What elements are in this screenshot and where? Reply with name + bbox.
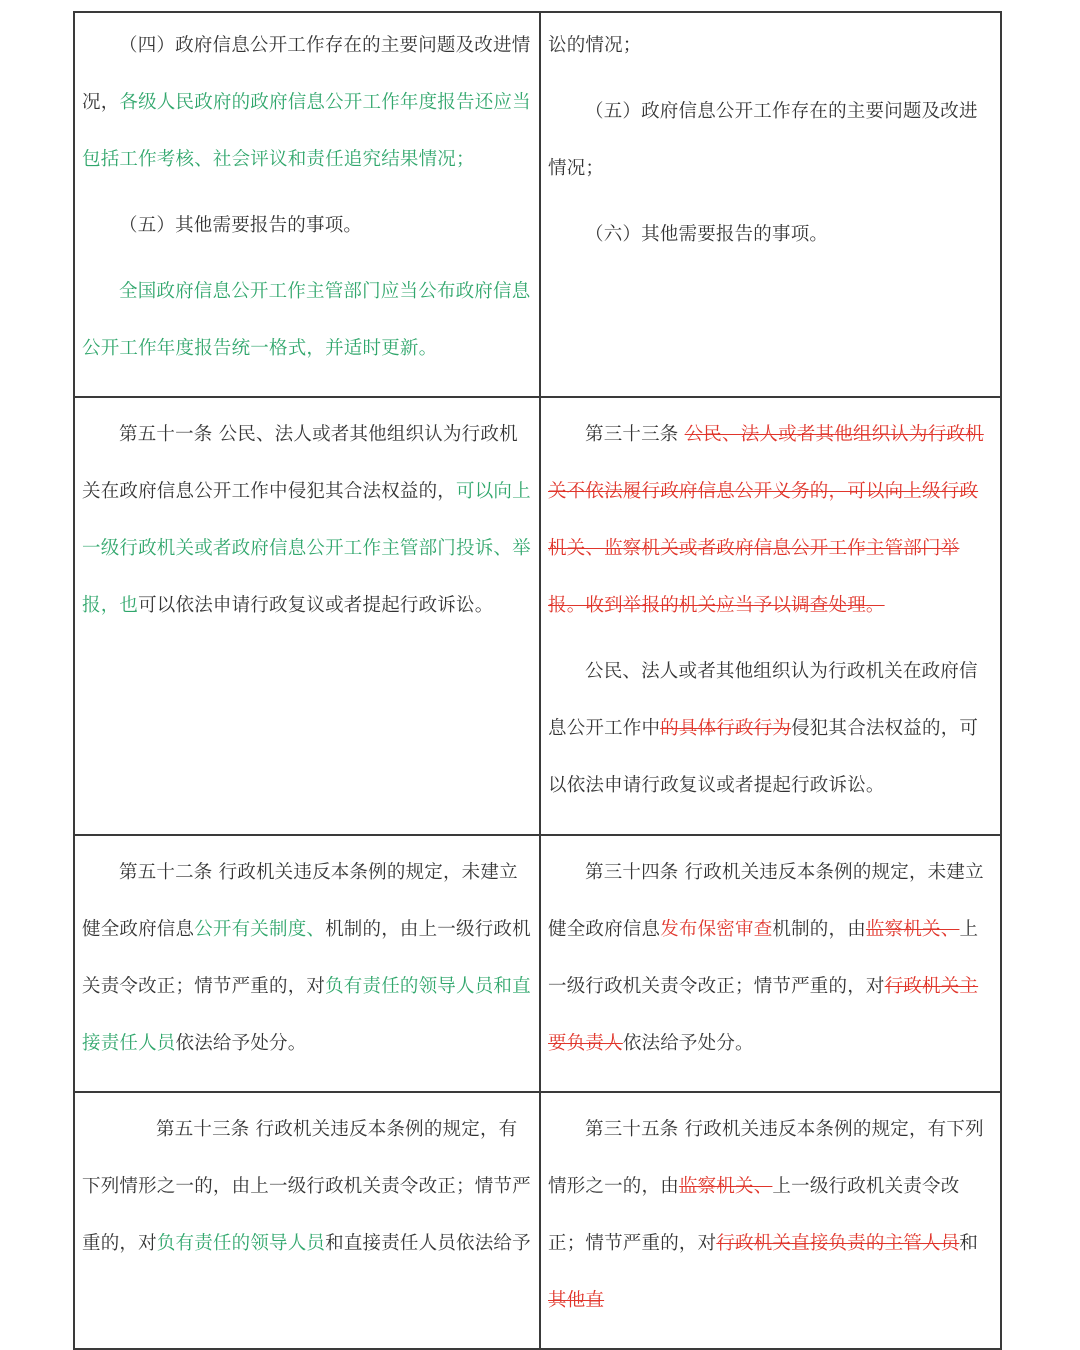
paragraph [548,406,996,634]
text-segment: 和 [959,1233,979,1254]
deleted-text: 监察机关、 [678,1176,773,1197]
paragraph [82,406,535,634]
text-segment: 依法给予处分。 [175,1033,307,1054]
deleted-text: 公民、法人或者其他组织认为行政机关不依法履行政府信息公开义务的，可以向上级行政机关、监察机关或者政府信息公开工作主管部门举报。收到举报的机关应当予以调查处理。 [548,424,984,616]
paragraph [548,206,996,263]
text-segment: 第五十二条 行政机关违反本条例的规定，未建立健全政府信息 [82,862,518,940]
text-segment: 依法给予处分。 [622,1033,754,1054]
text-segment: 第三十三条 [585,424,685,445]
table-row [74,397,1001,835]
paragraph [548,643,996,814]
text-segment: 第五十一条 公民、法人或者其他组织认为行政机关在政府信息公开工作中侵犯其合法权益的， [82,424,518,502]
text-segment: 上一级行政机关责令改正；情节严重的，对 [548,919,979,997]
paragraph [82,1101,535,1272]
old-regulation-cell [540,12,1001,397]
deleted-text: 行政机关直接负责的主管人员 [716,1233,960,1254]
text-segment: （四）政府信息公开工作存在的主要问题及改进情况， [82,35,531,113]
paragraph [82,263,535,377]
table-row [74,12,1001,397]
text-segment: 可以依法申请行政复议或者提起行政诉讼。 [138,595,494,616]
text-segment: 机制的，由上一级行政机关责令改正；情节严重的，对 [82,919,531,997]
new-regulation-cell [74,12,540,397]
comparison-table-body [74,12,1001,1349]
changed-text: 发布保密审查 [660,919,773,940]
table-row [74,835,1001,1092]
text-segment: 第三十四条 行政机关违反本条例的规定，未建立健全政府信息 [548,862,984,940]
table-row [74,1092,1001,1349]
text-segment: 公民、法人或者其他组织认为行政机关在政府信息公开工作中 [548,661,978,739]
deleted-text: 行政机关主要负责人 [548,976,979,1054]
old-regulation-cell [540,835,1001,1092]
deleted-text: 监察机关、 [865,919,960,940]
added-text: 各级人民政府的政府信息公开工作年度报告还应当包括工作考核、社会评议和责任追究结果情况； [82,92,531,170]
old-regulation-cell [540,1092,1001,1349]
deleted-text: 其他直 [548,1290,605,1311]
text-segment: 机制的，由 [772,919,866,940]
paragraph [82,17,535,188]
paragraph [82,197,535,254]
paragraph [548,83,996,197]
added-text: 公开有关制度、 [194,919,326,940]
new-regulation-cell [74,397,540,835]
text-segment: 侵犯其合法权益的，可以依法申请行政复议或者提起行政诉讼。 [548,718,979,796]
text-segment: 第五十三条 行政机关违反本条例的规定，有下列情形之一的，由上一级行政机关责令改正；情节严重的，对 [82,1119,531,1254]
added-text: 负有责任的领导人员 [156,1233,326,1254]
text-segment: 上一级行政机关责令改正；情节严重的，对 [548,1176,960,1254]
text-segment: 讼的情况； [548,35,642,56]
paragraph [548,17,996,74]
paragraph [548,1101,996,1329]
old-regulation-cell [540,397,1001,835]
new-regulation-cell [74,835,540,1092]
text-segment: （六）其他需要报告的事项。 [585,224,829,245]
text-segment: （五）其他需要报告的事项。 [119,215,363,236]
paragraph [548,844,996,1072]
paragraph [82,844,535,1072]
text-segment: 和直接责任人员依法给予 [325,1233,531,1254]
text-segment: 第三十五条 行政机关违反本条例的规定，有下列情形之一的，由 [548,1119,984,1197]
regulation-comparison-table [73,11,1002,1350]
added-text: 负有责任的领导人员和直接责任人员 [82,976,531,1054]
added-text: 全国政府信息公开工作主管部门应当公布政府信息公开工作年度报告统一格式，并适时更新。 [82,281,531,359]
text-segment: （五）政府信息公开工作存在的主要问题及改进情况； [548,101,978,179]
deleted-text: 的具体行政行为 [660,718,792,739]
added-text: 可以向上一级行政机关或者政府信息公开工作主管部门投诉、举报，也 [82,481,531,616]
new-regulation-cell [74,1092,540,1349]
